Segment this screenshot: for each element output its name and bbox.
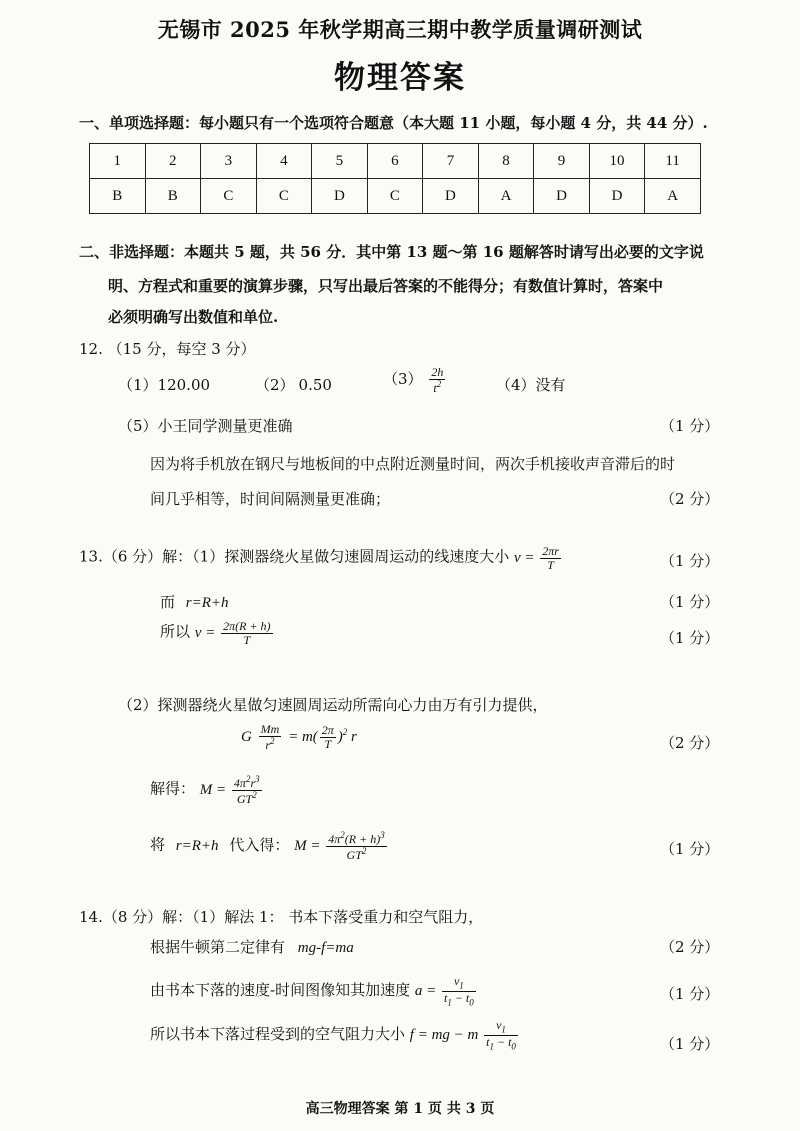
answer-table-answer-row <box>90 179 701 214</box>
q12-a5-score: （1 分） <box>660 417 720 435</box>
question-number-cell: 4 <box>256 144 312 179</box>
q13-fraction-2pir-over-t: $\frac{2\pi r}{T}$ <box>542 544 559 572</box>
q12-a3-fraction <box>429 366 445 394</box>
q13-line3-prefix: 所以 <box>160 622 191 641</box>
q14-line3 <box>150 975 478 1008</box>
question-number-cell: 10 <box>589 144 645 179</box>
answer-cell: D <box>534 179 590 214</box>
section1-heading: 一、单项选择题：每小题只有一个选项符合题意（本大题 11 小题，每小题 4 分，共 44 分）. <box>79 114 708 132</box>
q12-a1-value: 120.00 <box>157 376 211 394</box>
answer-cell: D <box>423 179 479 214</box>
q12-a4-value: 没有 <box>535 376 566 394</box>
answer-cell: B <box>145 179 201 214</box>
q13-line6-prefix: 解得： <box>150 779 196 798</box>
answer-cell: B <box>90 179 146 214</box>
answer-cell: C <box>256 179 312 214</box>
answer-table-number-row <box>90 144 701 179</box>
question-number-cell: 7 <box>423 144 479 179</box>
q13-line2-formula: r=R+h <box>185 595 229 611</box>
q13-line1-text: 13.（6 分）解：（1）探测器绕火星做匀速圆周运动的线速度大小 <box>79 547 510 566</box>
section2-heading-line3: 必须明确写出数值和单位. <box>108 308 279 326</box>
q13-line2-prefix: 而 <box>160 593 176 611</box>
question-number-cell: 9 <box>534 144 590 179</box>
question-number-cell: 1 <box>90 144 146 179</box>
q13-line5-score: （2 分） <box>660 734 720 752</box>
q12-answer-3 <box>383 366 447 394</box>
q13-line7-mid: 代入得： <box>229 835 290 854</box>
question-number-cell: 3 <box>201 144 257 179</box>
q12-a3-numerator: 2h <box>431 365 444 379</box>
q14-line1: 14.（8 分）解：（1）解法 1： 书本下落受重力和空气阻力， <box>79 908 484 926</box>
q14-line4 <box>150 1019 520 1052</box>
q14-line2-formula: mg-f=ma <box>297 940 354 956</box>
question-number-cell: 2 <box>145 144 201 179</box>
q13-line7-prefix: 将 <box>150 835 166 854</box>
q12-reason-line2: 间几乎相等，时间间隔测量更准确； <box>150 490 391 508</box>
q13-line6 <box>150 775 264 805</box>
q13-line3-formula: v = $\frac{2\pi(R + h)}{T}$ <box>194 619 271 647</box>
q12-a2-value: 0.50 <box>298 376 332 394</box>
q14-line4-score: （1 分） <box>660 1035 720 1053</box>
q12-answer-5: （5）小王同学测量更准确 <box>118 417 293 435</box>
q13-line1 <box>79 545 563 571</box>
q12-reason-score: （2 分） <box>660 490 720 508</box>
q12-a2-label: （2） <box>255 376 295 394</box>
answer-cell: C <box>201 179 257 214</box>
q13-line7-score: （1 分） <box>660 840 720 858</box>
answer-cell: C <box>367 179 423 214</box>
q14-line4-prefix: 所以书本下落过程受到的空气阻力大小 <box>150 1024 406 1043</box>
q12-answer-1 <box>118 374 210 395</box>
question-number-cell: 6 <box>367 144 423 179</box>
page-title: 无锡市 2025 年秋学期高三期中教学质量调研测试 <box>157 17 643 42</box>
q12-a3-denominator: $t^2$ <box>433 378 442 395</box>
q14-line2-prefix: 根据牛顿第二定律有 <box>150 938 286 956</box>
q13-fraction-mass: $\frac{4\pi^2r^3}{GT^2}$ <box>233 774 260 806</box>
section2-heading-line1: 二、非选择题：本题共 5 题，共 56 分．其中第 13 题～第 16 题解答时请写出必要的文字说 <box>79 243 704 261</box>
q13-fraction-mm-over-r2: $\frac{Mm}{r^2}$ <box>260 722 280 752</box>
q13-line3 <box>160 620 275 646</box>
question-number-cell: 5 <box>312 144 368 179</box>
page-footer: 高三物理答案 第 1 页 共 3 页 <box>305 1101 495 1117</box>
q14-fraction-resistance: $\frac{v_1}{t_1 - t_0}$ <box>486 1018 516 1052</box>
q14-line3-prefix: 由书本下落的速度-时间图像知其加速度 <box>150 980 411 999</box>
q13-mass-substituted-formula: M = $\frac{4\pi^2(R + h)^3}{GT^2}$ <box>294 830 385 862</box>
answer-cell: A <box>645 179 701 214</box>
page-subtitle: 物理答案 <box>334 60 466 96</box>
q13-line1-score: （1 分） <box>660 552 720 570</box>
q14-line3-score: （1 分） <box>660 985 720 1003</box>
q12-a1-label: （1） <box>118 376 158 394</box>
q12-header: 12. （15 分，每空 3 分） <box>79 340 256 358</box>
q12-a4-label: （4） <box>496 376 536 394</box>
q12-answer-2 <box>255 374 332 395</box>
q13-line7 <box>150 831 389 861</box>
q14-fraction-acceleration: $\frac{v_1}{t_1 - t_0}$ <box>443 974 474 1008</box>
q13-gravitation-equation: G $\frac{Mm}{r^2}$ = m( $\frac{2\pi}{T}$ )$^2$ r <box>241 722 357 752</box>
q14-resistance-formula: f = mg − m $\frac{v_1}{t_1 - t_0}$ <box>409 1018 516 1052</box>
q12-reason-line1: 因为将手机放在钢尺与地板间的中点附近测量时间，两次手机接收声音滞后的时 <box>150 455 676 473</box>
q13-line2-score: （1 分） <box>660 593 720 611</box>
q13-mass-formula: M = $\frac{4\pi^2r^3}{GT^2}$ <box>199 774 260 806</box>
q14-line2 <box>150 936 354 957</box>
q12-a3-label: （3） <box>383 370 423 389</box>
q13-fraction-2pi-over-t: $\frac{2\pi}{T}$ <box>321 723 334 751</box>
answer-cell: A <box>478 179 534 214</box>
q13-line4: （2）探测器绕火星做匀速圆周运动所需向心力由万有引力提供， <box>118 696 548 714</box>
q14-acceleration-formula: a = $\frac{v_1}{t_1 - t_0}$ <box>414 974 474 1008</box>
q13-fraction-mass-substituted: $\frac{4\pi^2(R + h)^3}{GT^2}$ <box>328 830 385 862</box>
section2-heading-line2: 明、方程式和重要的演算步骤，只写出最后答案的不能得分；有数值计算时，答案中 <box>108 277 664 295</box>
q12-answer-4 <box>496 374 566 395</box>
question-number-cell: 11 <box>645 144 701 179</box>
answer-table <box>89 143 701 214</box>
answer-cell: D <box>589 179 645 214</box>
answer-cell: D <box>312 179 368 214</box>
q13-line7-formula: r=R+h <box>175 837 219 854</box>
q13-velocity-formula: v = $\frac{2\pi r}{T}$ <box>514 544 559 572</box>
q13-line2 <box>160 591 229 612</box>
q13-fraction-2pi-rh-over-t: $\frac{2\pi(R + h)}{T}$ <box>223 619 271 647</box>
q13-line3-score: （1 分） <box>660 629 720 647</box>
question-number-cell: 8 <box>478 144 534 179</box>
q14-line2-score: （2 分） <box>660 938 720 956</box>
